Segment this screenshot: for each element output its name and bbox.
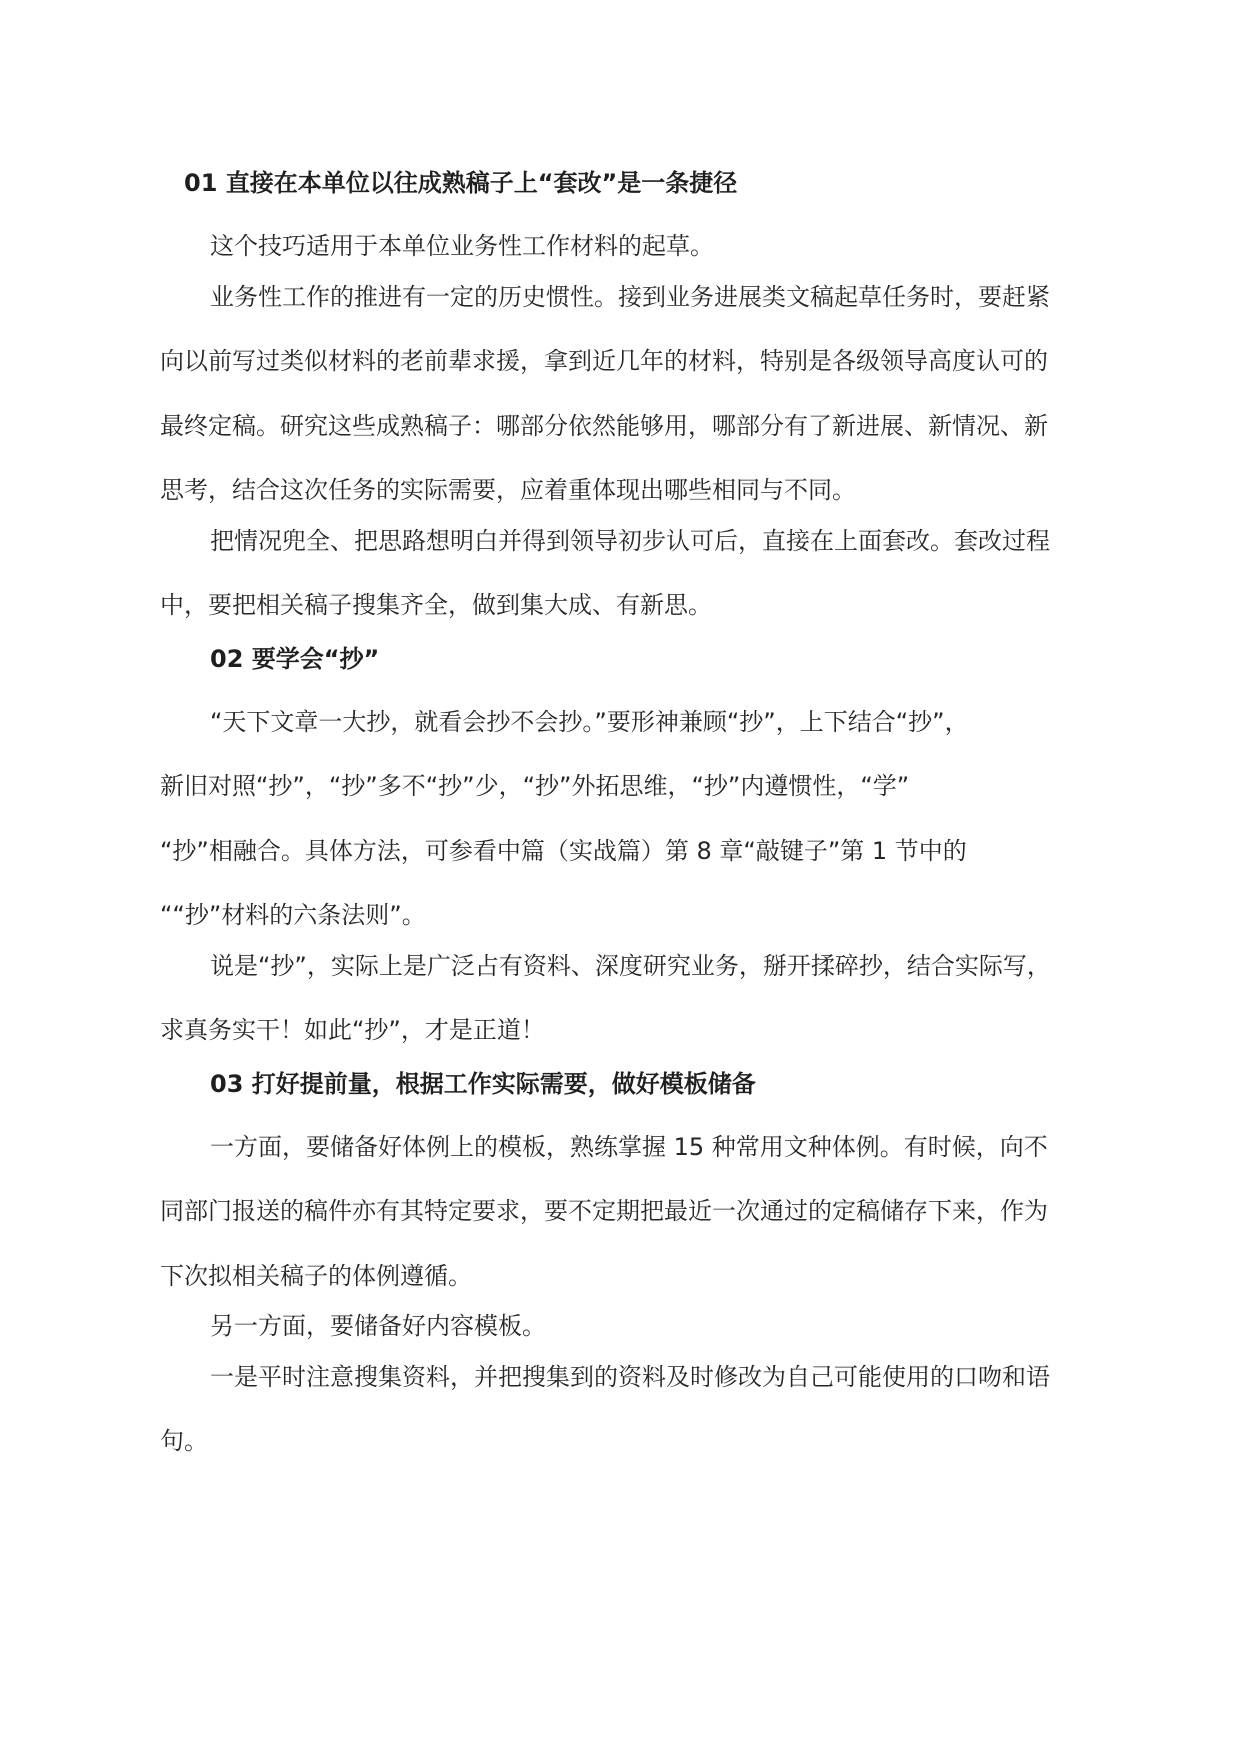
paragraph-1-2 (160, 265, 1086, 523)
text-line: 中，要把相关稿子搜集齐全，做到集大成、有新思。 (160, 591, 712, 619)
text-line: “抄”相融合。具体方法，可参看中篇（实战篇）第 8 章“敲键子”第 1 节中的 (160, 836, 967, 865)
paragraph-3-1 (160, 1115, 1086, 1309)
text-line: 下次拟相关稿子的体例遵循。 (160, 1261, 472, 1290)
section-heading-2: 02 要学会“抄” (210, 644, 380, 673)
text-line: 这个技巧适用于本单位业务性工作材料的起草。 (210, 232, 714, 260)
text-line: 求真务实干！如此“抄”，才是正道！ (160, 1016, 545, 1044)
text-line: 新旧对照“抄”，“抄”多不“抄”少，“抄”外拓思维，“抄”内遵惯性，“学” (160, 772, 910, 800)
text-line: 句。 (160, 1427, 208, 1455)
text-line: 把情况兜全、把思路想明白并得到领导初步认可后，直接在上面套改。套改过程 (210, 526, 1050, 555)
text-line: 思考，结合这次任务的实际需要，应着重体现出哪些相同与不同。 (160, 476, 856, 504)
text-line: 说是“抄”，实际上是广泛占有资料、深度研究业务，掰开揉碎抄，结合实际写， (210, 951, 1051, 980)
section-heading-1: 01 直接在本单位以往成熟稿子上“套改”是一条捷径 (184, 169, 738, 197)
paragraph-2-2 (160, 934, 1086, 1063)
text-line: 向以前写过类似材料的老前辈求援，拿到近几年的材料，特别是各级领导高度认可的 (160, 347, 1048, 375)
text-line: 一方面，要储备好体例上的模板，熟练掌握 15 种常用文种体例。有时候，向不 (210, 1132, 1048, 1161)
text-line: ““抄”材料的六条法则”。 (160, 901, 426, 929)
text-line: 另一方面，要储备好内容模板。 (210, 1312, 546, 1340)
paragraph-3-3 (160, 1345, 1086, 1474)
section-heading-3: 03 打好提前量，根据工作实际需要，做好模板储备 (210, 1069, 756, 1098)
text-line: 最终定稿。研究这些成熟稿子：哪部分依然能够用，哪部分有了新进展、新情况、新 (160, 411, 1048, 440)
text-line: 一是平时注意搜集资料，并把搜集到的资料及时修改为自己可能使用的口吻和语 (210, 1362, 1050, 1391)
paragraph-1-3 (160, 509, 1086, 638)
text-line: 业务性工作的推进有一定的历史惯性。接到业务进展类文稿起草任务时，要赶紧 (210, 282, 1050, 311)
paragraph-2-1 (160, 690, 1086, 948)
text-line: 同部门报送的稿件亦有其特定要求，要不定期把最近一次通过的定稿储存下来，作为 (160, 1197, 1048, 1225)
text-line: “天下文章一大抄，就看会抄不会抄。”要形神兼顾“抄”，上下结合“抄”， (210, 707, 969, 736)
document-body (160, 166, 1086, 1474)
